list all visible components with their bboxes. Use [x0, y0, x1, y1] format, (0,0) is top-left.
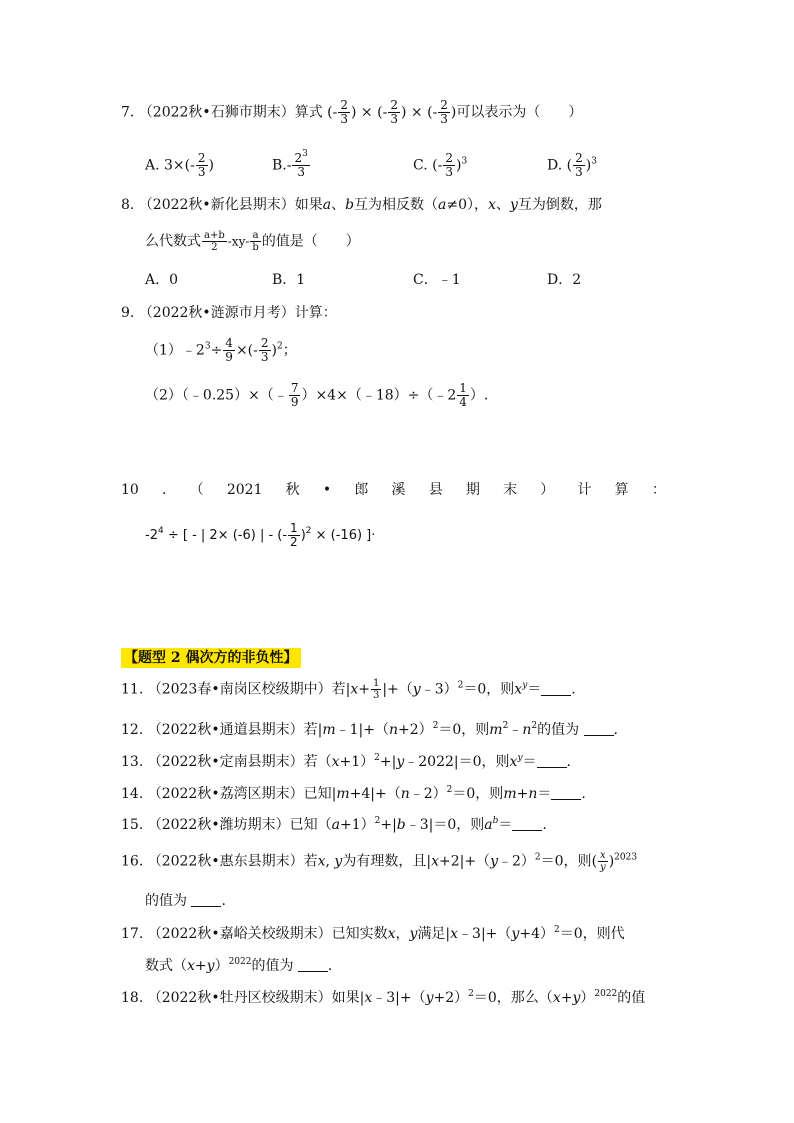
question-10-stem: 10 . （ 2021 秋 • 郎 溪 县 期 末 ） 计 算 ：: [121, 482, 666, 498]
paren: ): [450, 104, 457, 121]
question-9-part-1: $(1)﹣2^3\div$ $\frac{4}{9}$ ×(- $\frac{2}{3}$ )$^2$；: [145, 336, 297, 364]
question-11: 11. （2023春•南岗区校级期中）若|x+ $\frac{1}{3}$ |+（y﹣3）$^2$＝0，则$x^y=$ .: [121, 678, 576, 701]
q8-option-c: C．﹣1: [413, 272, 461, 288]
question-8-line-2: 么代数式 $\frac{a+b}{2}$ -xy- $\frac{a}{b}$ 的值是（ ）: [145, 230, 360, 253]
q7-option-c: C. (- $\frac{2}{3}$ )$^3$: [413, 151, 468, 179]
answer-blank: [298, 957, 328, 972]
paren: ): [351, 104, 357, 121]
q7-option-a: A. 3×(- $\frac{2}{3}$ ): [145, 151, 214, 179]
question-13: 13. （2022秋•定南县期末）若$(x+1)^2+|y﹣2022|=0$，则$x^y=$ .: [121, 753, 571, 770]
question-7-tail: 可以表示为（ ）: [456, 104, 583, 121]
question-14: 14. （2022秋•荔湾区期末）已知|m+4|+（n﹣2）$^2$＝0，则m+n＝ .: [121, 785, 586, 802]
question-12: 12. （2022秋•通道县期末）若$|m﹣1|+(n+2)^2=0$，则$m^2﹣n^2$的值为 .: [121, 721, 618, 738]
fraction: $\frac{2}{3}$: [440, 98, 448, 126]
answer-blank: [191, 892, 221, 907]
question-9-stem: 9. （2022秋•涟源市月考）计算：: [121, 305, 337, 321]
q7-option-b: B.- $\frac{2^3}{3}$: [272, 149, 308, 179]
answer-blank: [512, 816, 542, 831]
question-16-line-1: 16. （2022秋•惠东县期末）若x, y为有理数，且|x+2|+（y﹣2）$^2$＝0，则( $\frac{x}{y}$ )$^{2023}$: [121, 850, 638, 873]
answer-blank: [541, 681, 571, 696]
question-9-part-2: （2）（﹣0.25）×（﹣ $\frac{7}{9}$ ）×4×（﹣18）÷（﹣2 $\frac{1}{4}$ ）.: [145, 381, 489, 409]
answer-blank: [537, 753, 567, 768]
fraction: $\frac{2}{3}$: [390, 98, 398, 126]
minus: -: [432, 104, 438, 121]
question-7: [121, 99, 582, 126]
q8-option-a: A．0: [145, 272, 179, 288]
q7-option-d: D. ( $\frac{2}{3}$ )$^3$: [547, 151, 597, 179]
question-7-stem: 7. （2022秋•石狮市期末）算式: [121, 104, 323, 121]
question-17-line-2: 数式$(x+y)^{2022}$的值为 .: [145, 957, 333, 974]
minus: -: [332, 104, 338, 121]
paren: (: [427, 104, 433, 121]
minus: -: [382, 104, 388, 121]
q8-option-b: B．1: [272, 272, 306, 288]
question-10-expression: $-2^4$ ÷ [ - | 2× (-6) | - (- $\frac{1}{2}$ )$^2$ × (-16) ]·: [145, 521, 376, 549]
times-sign: ×: [360, 104, 373, 121]
answer-blank: [551, 785, 581, 800]
question-8-line-1: 8. （2022秋•新化县期末）如果a、b互为相反数（a≠0），x、y互为倒数，那: [121, 197, 602, 213]
answer-blank: [584, 721, 614, 736]
question-16-line-2: 的值为 .: [145, 893, 226, 909]
q8-option-d: D．2: [547, 272, 582, 288]
paren: (: [327, 104, 333, 121]
paren: (: [377, 104, 383, 121]
paren: ): [400, 104, 407, 121]
question-15: 15. （2022秋•潍坊期末）已知$(a+1)^2+|b﹣3|=0$，则$a^b=$ .: [121, 816, 547, 833]
section-heading: 【题型 2 偶次方的非负性】: [121, 648, 301, 668]
fraction: $\frac{2}{3}$: [340, 98, 348, 126]
question-17-line-1: 17. （2022秋•嘉峪关校级期末）已知实数x，y满足$|x﹣3|+(y+4)^2=0$，则代: [121, 925, 625, 942]
times-sign: ×: [410, 104, 423, 121]
question-18: 18. （2022秋•牡丹区校级期末）如果$|x﹣3|+(y+2)^2=0$，那么$(x+y)^{2022}$的值: [121, 989, 646, 1006]
